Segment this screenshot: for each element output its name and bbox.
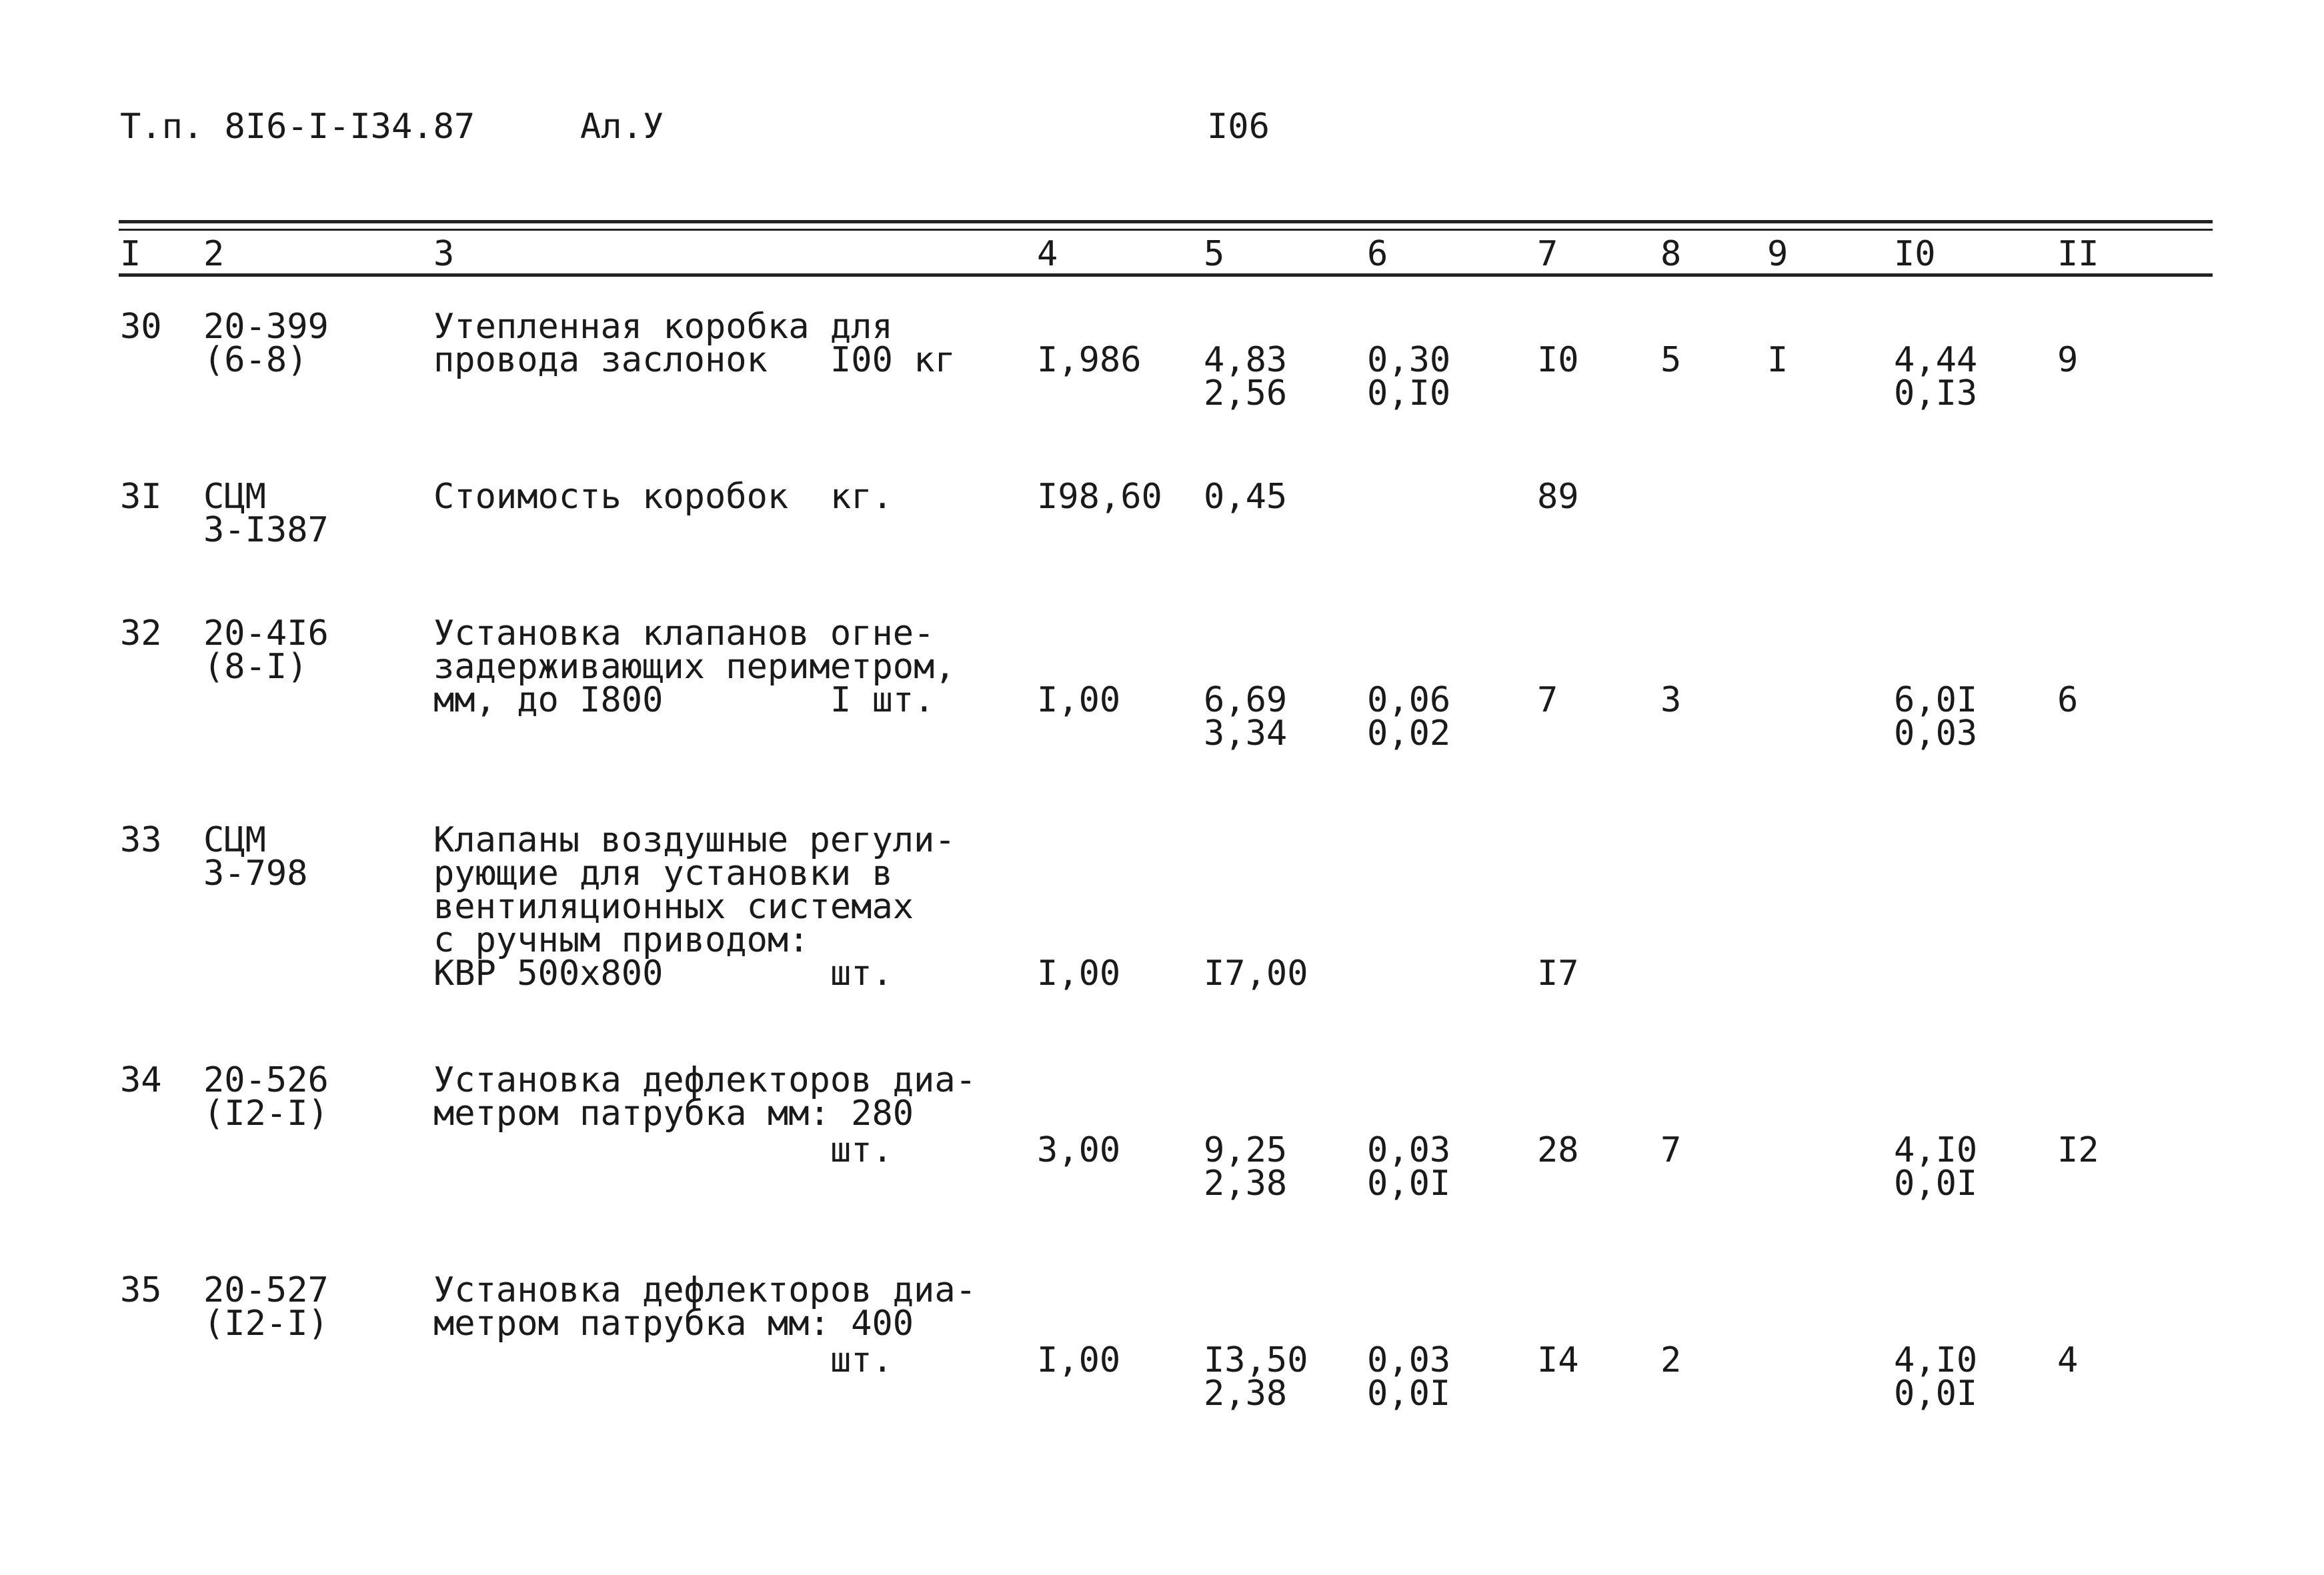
page-number: I06 — [1207, 107, 1270, 147]
col-7-value: I0 — [1537, 340, 1579, 380]
row-number: 34 — [120, 1060, 162, 1100]
col-7-value: 7 — [1537, 680, 1558, 720]
col-6-value: 0,03 0,0I — [1367, 1130, 1451, 1204]
unit: кг. — [830, 477, 893, 517]
col-9-value: I — [1767, 340, 1789, 380]
col-6-value: 0,30 0,I0 — [1367, 340, 1451, 413]
column-header-10: I0 — [1894, 234, 1936, 274]
row-number: 33 — [120, 820, 162, 860]
col-8-value: 2 — [1660, 1340, 1682, 1380]
col-10-value: 6,0I 0,03 — [1894, 680, 1978, 753]
col-7-value: I7 — [1537, 954, 1579, 994]
col-5-value: I7,00 — [1204, 954, 1308, 994]
column-header-1: I — [120, 234, 141, 274]
col-5-value: 4,83 2,56 — [1204, 340, 1288, 413]
col-11-value: 9 — [2057, 340, 2079, 380]
col-5-value: 6,69 3,34 — [1204, 680, 1288, 753]
col-10-value: 4,I0 0,0I — [1894, 1130, 1978, 1204]
col-6-value: 0,06 0,02 — [1367, 680, 1451, 753]
album-label: Ал.У — [580, 107, 664, 147]
quantity: I98,60 — [1037, 477, 1162, 517]
column-header-3: 3 — [433, 234, 455, 274]
rate-code: 20-4I6 (8-I) — [203, 613, 329, 687]
col-5-value: I3,50 2,38 — [1204, 1340, 1308, 1414]
rate-code: 20-526 (I2-I) — [203, 1060, 329, 1134]
unit: шт. — [830, 1130, 893, 1170]
col-8-value: 3 — [1660, 680, 1682, 720]
row-number: 30 — [120, 307, 162, 347]
col-8-value: 7 — [1660, 1130, 1682, 1170]
work-description: Установка дефлекторов диа- метром патрубка мм: 400 — [433, 1270, 976, 1344]
table-top-rule-2 — [119, 229, 2213, 231]
column-header-11: II — [2057, 234, 2099, 274]
work-description: Установка дефлекторов диа- метром патрубка мм: 280 — [433, 1060, 976, 1134]
quantity: I,986 — [1037, 340, 1142, 380]
column-header-2: 2 — [203, 234, 225, 274]
header-bottom-rule — [119, 273, 2213, 277]
rate-code: СЦМ 3-798 — [203, 820, 308, 894]
col-7-value: 28 — [1537, 1130, 1579, 1170]
column-header-6: 6 — [1367, 234, 1388, 274]
rate-code: 20-399 (6-8) — [203, 307, 329, 380]
quantity: I,00 — [1037, 1340, 1121, 1380]
col-10-value: 4,I0 0,0I — [1894, 1340, 1978, 1414]
work-description: Утепленная коробка для провода заслонок — [433, 307, 893, 380]
unit: шт. — [830, 1340, 893, 1380]
col-7-value: 89 — [1537, 477, 1579, 517]
col-11-value: 6 — [2057, 680, 2079, 720]
row-number: 35 — [120, 1270, 162, 1310]
column-header-5: 5 — [1204, 234, 1225, 274]
quantity: I,00 — [1037, 680, 1121, 720]
col-11-value: 4 — [2057, 1340, 2079, 1380]
work-description: Клапаны воздушные регули- рующие для установки в вентиляционных системах с ручным приводом: КВР 500х800 — [433, 820, 956, 994]
document-code: Т.п. 8I6-I-I34.87 — [120, 107, 475, 147]
work-description: Установка клапанов огне- задерживающих периметром, мм, до I800 — [433, 613, 956, 720]
column-header-4: 4 — [1037, 234, 1058, 274]
unit: шт. — [830, 954, 893, 994]
work-description: Стоимость коробок — [433, 477, 789, 517]
col-7-value: I4 — [1537, 1340, 1579, 1380]
col-5-value: 0,45 — [1204, 477, 1288, 517]
rate-code: 20-527 (I2-I) — [203, 1270, 329, 1344]
table-top-rule — [119, 220, 2213, 223]
row-number: 32 — [120, 613, 162, 653]
column-header-7: 7 — [1537, 234, 1558, 274]
col-8-value: 5 — [1660, 340, 1682, 380]
row-number: 3I — [120, 477, 162, 517]
col-5-value: 9,25 2,38 — [1204, 1130, 1288, 1204]
quantity: I,00 — [1037, 954, 1121, 994]
quantity: 3,00 — [1037, 1130, 1121, 1170]
column-header-9: 9 — [1767, 234, 1789, 274]
col-6-value: 0,03 0,0I — [1367, 1340, 1451, 1414]
rate-code: СЦМ 3-I387 — [203, 477, 329, 550]
column-header-8: 8 — [1660, 234, 1682, 274]
col-11-value: I2 — [2057, 1130, 2099, 1170]
unit: I шт. — [830, 680, 935, 720]
unit: I00 кг — [830, 340, 956, 380]
col-10-value: 4,44 0,I3 — [1894, 340, 1978, 413]
